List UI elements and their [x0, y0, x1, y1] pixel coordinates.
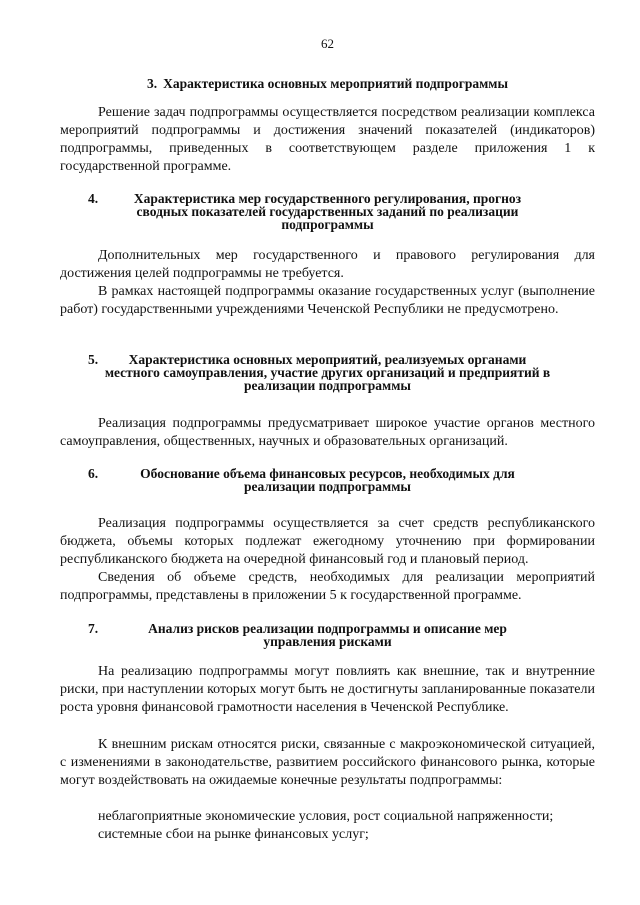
- section-4-paragraph-2: В рамках настоящей подпрограммы оказание государственных услуг (выполнение работ) государственными учреждениями Чеченской Республики не предусмотрено.: [60, 284, 595, 317]
- section-5-title-line-3: реализации подпрограммы: [244, 378, 411, 393]
- section-7-list-item-2: системные сбои на рынке финансовых услуг;: [98, 827, 369, 842]
- section-5-heading: [60, 353, 595, 392]
- section-7-paragraph-1: На реализацию подпрограммы могут повлиять как внешние, так и внутренние риски, при наступлении которых могут быть не достигнуты запланированные показатели роста уровня финансовой грамотности населения в Чеченской Республике.: [60, 664, 595, 715]
- section-6-paragraph-2: Сведения об объеме средств, необходимых для реализации мероприятий подпрограммы, представлены в приложении 5 к государственной программе.: [60, 570, 595, 603]
- section-7-title-line-1: Анализ рисков реализации подпрограммы и описание мер: [148, 621, 507, 636]
- section-4-heading: [60, 192, 595, 231]
- section-7-list-item-1: неблагоприятные экономические условия, рост социальной напряженности;: [98, 809, 554, 824]
- section-3-heading: [60, 77, 595, 90]
- section-3-number: 3.: [146, 76, 158, 91]
- section-3-title: Характеристика основных мероприятий подпрограммы: [163, 76, 509, 91]
- page-number: 62: [321, 36, 334, 51]
- section-6-heading: [60, 467, 595, 493]
- section-6-paragraph-1: Реализация подпрограммы осуществляется за счет средств республиканского бюджета, объемы которых подлежат ежегодному уточнению при формировании республиканского бюджета на очередной финансовый год и плановый период.: [60, 516, 595, 567]
- section-4-title-line-3: подпрограммы: [281, 217, 374, 232]
- section-4-paragraph-1: Дополнительных мер государственного и правового регулирования для достижения целей подпрограммы не требуется.: [60, 248, 595, 281]
- section-6-title-line-2: реализации подпрограммы: [244, 479, 411, 494]
- section-7-paragraph-2: К внешним рискам относятся риски, связанные с макроэкономической ситуацией, с изменениями в законодательстве, развитием российского финансового рынка, которые могут воздействовать на ожидаемые конечные результаты подпрограммы:: [60, 737, 595, 788]
- section-7-title-line-2: управления рисками: [263, 634, 392, 649]
- section-7-heading: [60, 622, 595, 648]
- section-5-paragraph-1: Реализация подпрограммы предусматривает широкое участие органов местного самоуправления, общественных, научных и образовательных организаций.: [60, 416, 595, 449]
- section-5-title-line-1: Характеристика основных мероприятий, реализуемых органами: [128, 352, 527, 367]
- section-7-number: 7.: [88, 621, 99, 636]
- section-4-number: 4.: [88, 191, 99, 206]
- section-5-title-line-2: местного самоуправления, участие других организаций и предприятий в: [104, 365, 551, 380]
- section-3-paragraph-1: Решение задач подпрограммы осуществляется посредством реализации комплекса мероприятий подпрограммы и достижения значений показателей (индикаторов) подпрограммы, приведенных в соответствующем разделе приложения 1 к государственной программе.: [60, 105, 595, 174]
- section-6-title-line-1: Обоснование объема финансовых ресурсов, необходимых для: [140, 466, 515, 481]
- section-4-title-line-2: сводных показателей государственных заданий по реализации: [136, 204, 519, 219]
- section-6-number: 6.: [88, 466, 99, 481]
- section-5-number: 5.: [88, 352, 99, 367]
- section-4-title-line-1: Характеристика мер государственного регулирования, прогноз: [133, 191, 522, 206]
